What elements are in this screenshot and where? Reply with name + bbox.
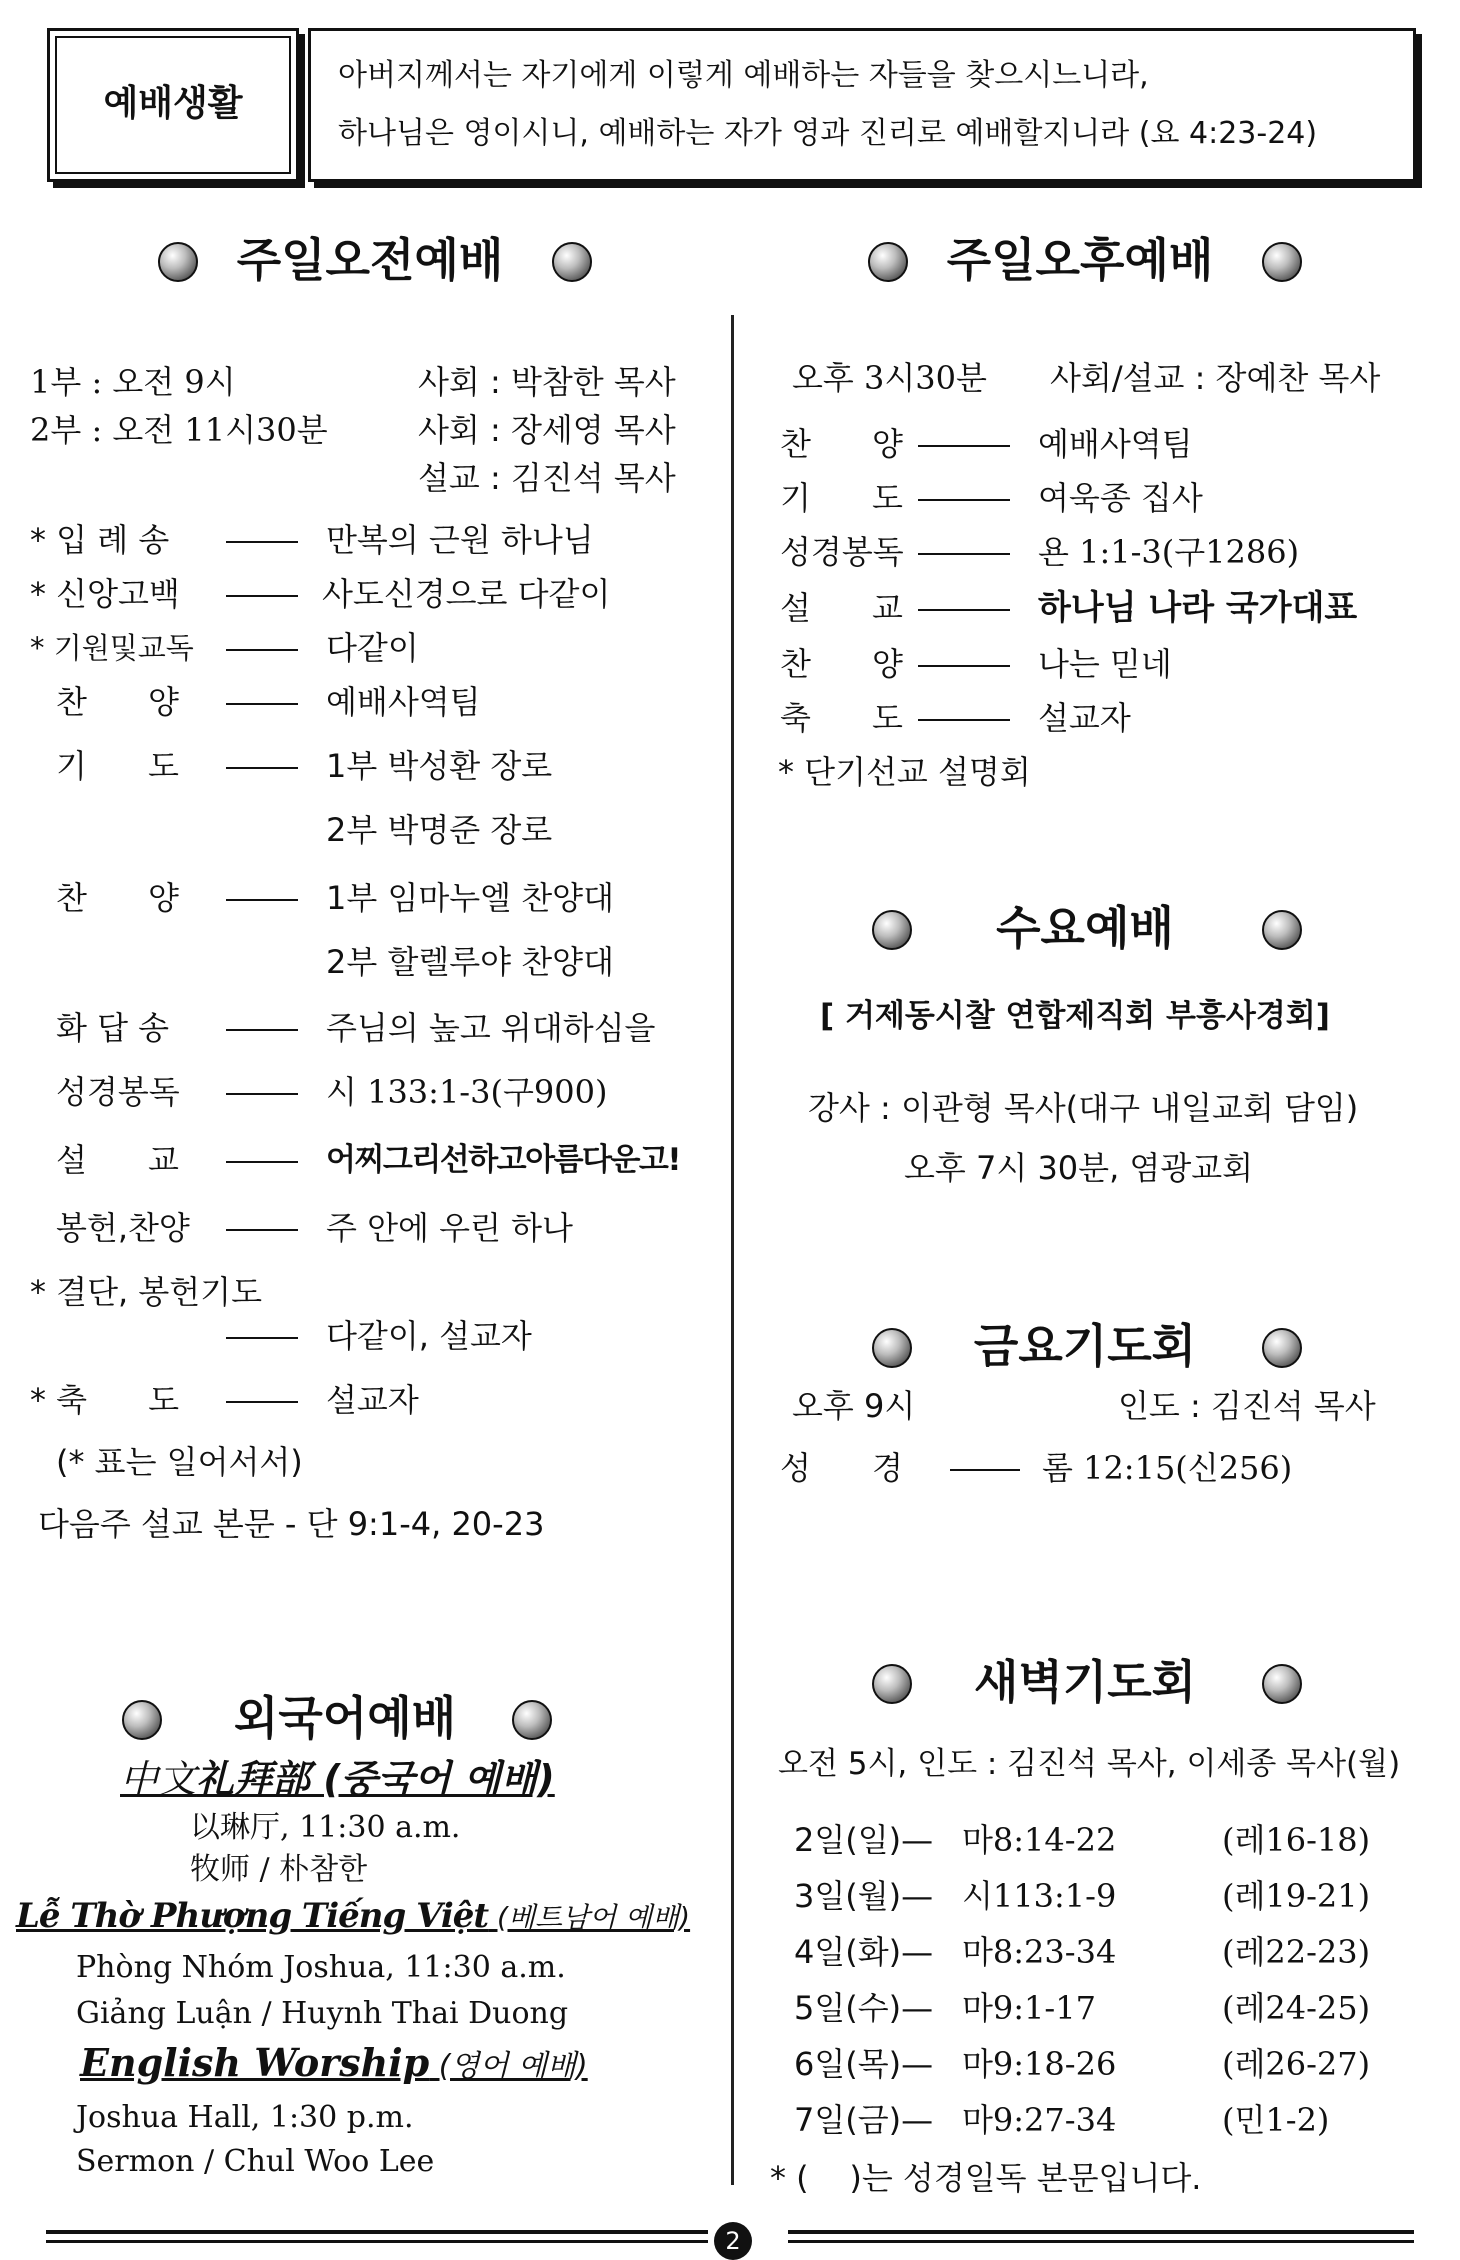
order-value: 1부 박성환 장로: [326, 747, 553, 785]
order-value: 사도신경으로 다같이: [322, 575, 611, 613]
dash-line: [918, 445, 1010, 447]
order-label: 봉헌,찬양: [56, 1209, 190, 1247]
service2-time: 2부 : 오전 11시30분: [30, 411, 328, 449]
viet-service-title: Lễ Thờ Phượng Tiếng Việt (베트남어 예배): [16, 1896, 691, 1936]
wednesday-subtitle: [ 거제동시찰 연합제직회 부흥사경회]: [820, 998, 1330, 1034]
order-value: 설교자: [1038, 699, 1131, 737]
order-label: 성경봉독: [780, 533, 904, 571]
order-label: * 입 례 송: [30, 521, 170, 559]
wednesday-time-place: 오후 7시 30분, 염광교회: [904, 1149, 1254, 1187]
order-value: 다같이, 설교자: [326, 1317, 532, 1355]
sphere-icon: [872, 1328, 912, 1368]
next-sermon: 다음주 설교 본문 - 단 9:1-4, 20-23: [38, 1505, 545, 1543]
sphere-icon: [1262, 1328, 1302, 1368]
dash-line: [226, 1093, 298, 1095]
dash-line: [226, 767, 298, 769]
dawn-ref: (레24-25): [1222, 1989, 1371, 2027]
dash-line: [226, 595, 298, 597]
order-label: 기 도: [780, 479, 903, 517]
friday-scripture-value: 롬 12:15(신256): [1042, 1449, 1293, 1487]
english-service-place: Joshua Hall, 1:30 p.m.: [76, 2100, 414, 2135]
order-label: 화 답 송: [56, 1009, 170, 1047]
service1-time: 1부 : 오전 9시: [30, 363, 236, 401]
sphere-icon: [872, 910, 912, 950]
order-label: * 결단, 봉헌기도: [30, 1273, 262, 1311]
dawn-day: 6일(목)—: [794, 2045, 934, 2083]
dash-line: [226, 899, 298, 901]
order-value: 예배사역팀: [326, 683, 481, 721]
friday-time: 오후 9시: [792, 1387, 916, 1425]
sphere-icon: [1262, 910, 1302, 950]
viet-service-preacher: Giảng Luận / Huynh Thai Duong: [76, 1996, 569, 2031]
dawn-day: 2일(일)—: [794, 1821, 934, 1859]
page-number: 2: [714, 2222, 752, 2260]
sphere-icon: [512, 1700, 552, 1740]
friday-leader: 인도 : 김진석 목사: [1118, 1387, 1376, 1425]
section-title-wednesday: 수요예배: [996, 901, 1174, 955]
order-value: 1부 임마누엘 찬양대: [326, 879, 614, 917]
dash-line: [918, 665, 1010, 667]
order-value: 2부 박명준 장로: [326, 811, 553, 849]
dawn-ref: (레26-27): [1222, 2045, 1371, 2083]
dawn-text: 마9:27-34: [962, 2101, 1117, 2139]
order-value: 만복의 근원 하나님: [326, 521, 594, 559]
order-label: 찬 양: [780, 645, 903, 683]
chinese-service-pastor: 牧师 / 朴참한: [190, 1852, 368, 1887]
order-label: 찬 양: [56, 683, 179, 721]
dawn-text: 마8:14-22: [962, 1821, 1117, 1859]
sphere-icon: [122, 1700, 162, 1740]
sphere-icon: [872, 1664, 912, 1704]
order-label: 기 도: [56, 747, 179, 785]
wednesday-speaker: 강사 : 이관형 목사(대구 내일교회 담임): [808, 1089, 1359, 1127]
dawn-ref: (레16-18): [1222, 1821, 1371, 1859]
dawn-text: 시113:1-9: [962, 1877, 1117, 1915]
order-value: 욘 1:1-3(구1286): [1038, 533, 1300, 571]
column-divider: [731, 315, 734, 2185]
section-title-foreign: 외국어예배: [233, 1691, 457, 1745]
chinese-service-title: 中文礼拜部 (중국어 예배): [120, 1757, 555, 1801]
dash-line: [918, 499, 1010, 501]
dash-line: [950, 1469, 1020, 1471]
dash-line: [918, 609, 1010, 611]
order-value: 여욱종 집사: [1038, 479, 1203, 517]
order-value: 시 133:1-3(구900): [326, 1073, 608, 1111]
sermon-title: 어찌그리선하고아름다운고!: [326, 1142, 680, 1178]
dawn-text: 마9:18-26: [962, 2045, 1117, 2083]
verse-box: [308, 28, 1416, 182]
service1-host: 사회 : 박참한 목사: [418, 363, 676, 401]
viet-service-place: Phòng Nhóm Joshua, 11:30 a.m.: [76, 1950, 566, 1985]
order-label: 찬 양: [780, 425, 903, 463]
dawn-ref: (레22-23): [1222, 1933, 1371, 1971]
sphere-icon: [158, 242, 198, 282]
order-value: 다같이: [326, 629, 419, 667]
order-label: * 기원및교독: [30, 631, 194, 665]
order-value: 예배사역팀: [1038, 425, 1193, 463]
dash-line: [226, 541, 298, 543]
sphere-icon: [1262, 1664, 1302, 1704]
afternoon-host: 사회/설교 : 장예찬 목사: [1050, 359, 1381, 397]
dawn-text: 마8:23-34: [962, 1933, 1117, 1971]
dash-line: [226, 1401, 298, 1403]
header-label: 예배생활: [103, 83, 243, 124]
english-service-preacher: Sermon / Chul Woo Lee: [76, 2144, 435, 2179]
dash-line: [918, 553, 1010, 555]
footer-rule-right-2: [788, 2240, 1414, 2243]
afternoon-note: * 단기선교 설명회: [778, 753, 1031, 791]
footer-rule-left: [46, 2230, 708, 2234]
verse-line-1: 아버지께서는 자기에게 이렇게 예배하는 자들을 찾으시느니라,: [338, 58, 1149, 93]
dawn-ref: (레19-21): [1222, 1877, 1371, 1915]
order-label: 설 교: [56, 1141, 179, 1179]
order-label: * 축 도: [30, 1381, 180, 1419]
order-value: 나는 믿네: [1038, 645, 1172, 683]
order-value: 주님의 높고 위대하심을: [326, 1009, 656, 1047]
dawn-ref: (민1-2): [1222, 2101, 1330, 2139]
dash-line: [226, 1337, 298, 1339]
dash-line: [226, 649, 298, 651]
sphere-icon: [868, 242, 908, 282]
order-value: 2부 할렐루야 찬양대: [326, 943, 614, 981]
order-label: * 신앙고백: [30, 575, 180, 613]
section-title-afternoon: 주일오후예배: [946, 233, 1214, 287]
afternoon-sermon-title: 하나님 나라 국가대표: [1038, 588, 1358, 628]
order-label: 성경봉독: [56, 1073, 180, 1111]
dawn-day: 5일(수)—: [794, 1989, 934, 2027]
morning-preacher: 설교 : 김진석 목사: [418, 459, 676, 497]
dash-line: [918, 719, 1010, 721]
chinese-service-place: 以琳厅, 11:30 a.m.: [190, 1810, 461, 1845]
order-label: 설 교: [780, 589, 903, 627]
dash-line: [226, 703, 298, 705]
dawn-text: 마9:1-17: [962, 1989, 1096, 2027]
afternoon-time: 오후 3시30분: [792, 359, 987, 397]
friday-scripture-label: 성 경: [780, 1449, 903, 1487]
order-label: 찬 양: [56, 879, 179, 917]
dash-line: [226, 1229, 298, 1231]
section-title-dawn: 새벽기도회: [973, 1655, 1197, 1709]
service2-host: 사회 : 장세영 목사: [418, 411, 676, 449]
dash-line: [226, 1029, 298, 1031]
order-label: 축 도: [780, 699, 903, 737]
section-title-friday: 금요기도회: [973, 1319, 1197, 1373]
dawn-note: * ( )는 성경일독 본문입니다.: [770, 2159, 1202, 2197]
dash-line: [226, 1161, 298, 1163]
footer-rule-right: [788, 2230, 1414, 2234]
english-service-title: English Worship (영어 예배): [80, 2040, 588, 2085]
verse-line-2: 하나님은 영이시니, 예배하는 자가 영과 진리로 예배할지니라 (요 4:23-24): [338, 116, 1318, 151]
dawn-day: 3일(월)—: [794, 1877, 934, 1915]
dawn-day: 7일(금)—: [794, 2101, 934, 2139]
sphere-icon: [1262, 242, 1302, 282]
section-title-morning: 주일오전예배: [236, 233, 504, 287]
footer-rule-left-2: [46, 2240, 708, 2243]
dawn-day: 4일(화)—: [794, 1933, 934, 1971]
stand-note: (* 표는 일어서서): [56, 1443, 303, 1481]
sphere-icon: [552, 242, 592, 282]
order-value: 설교자: [326, 1381, 419, 1419]
order-value: 주 안에 우린 하나: [326, 1209, 573, 1247]
dawn-info: 오전 5시, 인도 : 김진석 목사, 이세종 목사(월): [778, 1746, 1401, 1782]
